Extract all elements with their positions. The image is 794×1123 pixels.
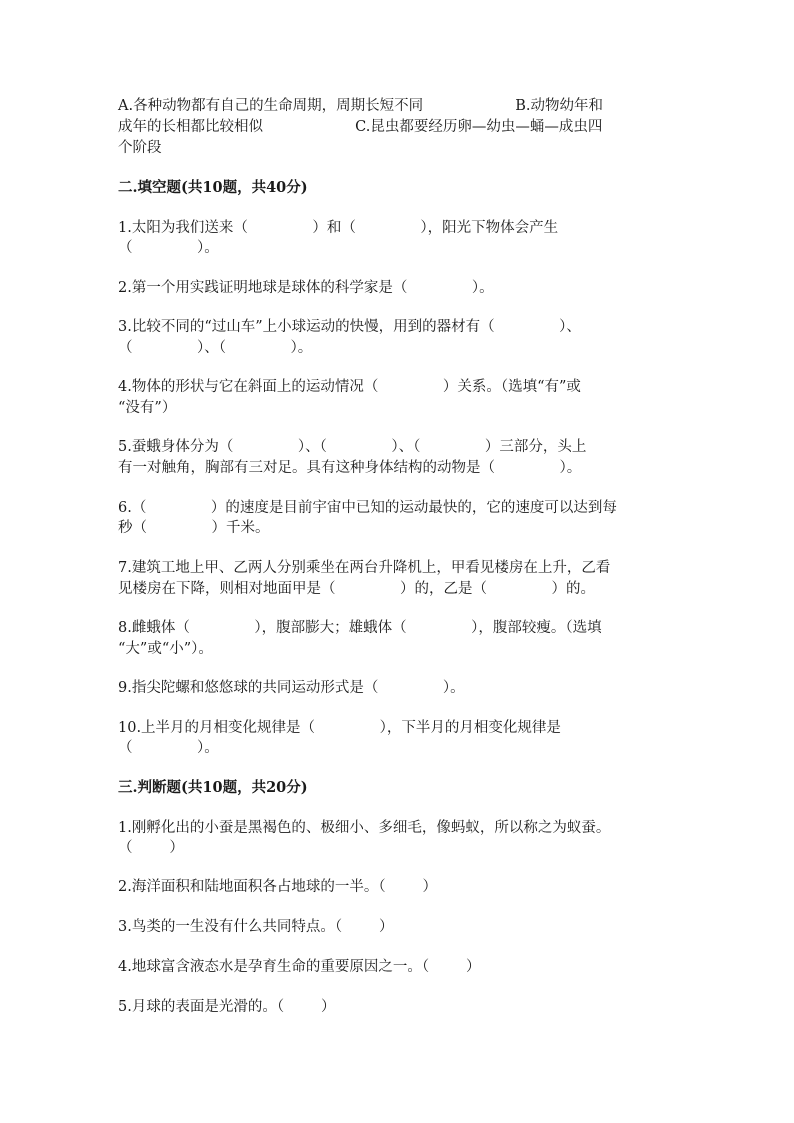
fill-q10-line-2: （ ）。 (118, 740, 219, 756)
options-line-1: A.各种动物都有自己的生命周期，周期长短不同 B.动物幼年和 (118, 98, 604, 114)
section-title-true-false: 三.判断题(共10题，共20分) (118, 779, 308, 796)
judge-q4-line-1: 4.地球富含液态水是孕育生命的重要原因之一。（ ） (118, 959, 481, 975)
fill-q6-line-1: 6.（ ）的速度是目前宇宙中已知的运动最快的，它的速度可以达到每 (118, 500, 617, 516)
judge-q3-line-1: 3.鸟类的一生没有什么共同特点。（ ） (118, 919, 394, 935)
fill-q3-line-2: （ ）、（ ）。 (118, 340, 313, 356)
fill-q2-line-1: 2.第一个用实践证明地球是球体的科学家是（ ）。 (118, 280, 494, 296)
fill-q8-line-2: “大”或“小”）。 (118, 641, 213, 657)
fill-q7-line-1: 7.建筑工地上甲、乙两人分别乘坐在两台升降机上，甲看见楼房在上升，乙看 (118, 560, 611, 576)
fill-q7-line-2: 见楼房在下降，则相对地面甲是（ ）的，乙是（ ）的。 (118, 581, 596, 597)
fill-q5-line-2: 有一对触角，胸部有三对足。具有这种身体结构的动物是（ ）。 (118, 460, 582, 476)
fill-q4-line-2: “没有”） (118, 400, 177, 416)
judge-q1-line-2: （ ） (118, 840, 184, 856)
fill-q1-line-1: 1.太阳为我们送来（ ）和（ ），阳光下物体会产生 (118, 220, 559, 236)
fill-q8-line-1: 8.雌蛾体（ ），腹部膨大；雄蛾体（ ），腹部较瘦。（选填 (118, 620, 602, 636)
fill-q10-line-1: 10.上半月的月相变化规律是（ ），下半月的月相变化规律是 (118, 720, 561, 736)
fill-q5-line-1: 5.蚕蛾身体分为（ ）、（ ）、（ ）三部分，头上 (118, 439, 587, 455)
fill-q9-line-1: 9.指尖陀螺和悠悠球的共同运动形式是（ ）。 (118, 680, 465, 696)
judge-q2-line-1: 2.海洋面积和陆地面积各占地球的一半。（ ） (118, 879, 437, 895)
fill-q3-line-1: 3.比较不同的“过山车”上小球运动的快慢，用到的器材有（ ）、 (118, 319, 581, 335)
options-line-2: 成年的长相都比较相似 C.昆虫都要经历卵—幼虫—蛹—成虫四 (118, 119, 603, 135)
section-title-fill-blank: 二.填空题(共10题，共40分) (118, 179, 308, 196)
judge-q1-line-1: 1.刚孵化出的小蚕是黑褐色的、极细小、多细毛，像蚂蚁，所以称之为蚁蚕。 (118, 820, 611, 836)
fill-q6-line-2: 秒（ ）千米。 (118, 520, 270, 536)
judge-q5-line-1: 5.月球的表面是光滑的。（ ） (118, 999, 336, 1015)
fill-q4-line-1: 4.物体的形状与它在斜面上的运动情况（ ）关系。（选填“有”或 (118, 379, 581, 395)
options-line-3: 个阶段 (118, 140, 162, 156)
fill-q1-line-2: （ ）。 (118, 240, 219, 256)
